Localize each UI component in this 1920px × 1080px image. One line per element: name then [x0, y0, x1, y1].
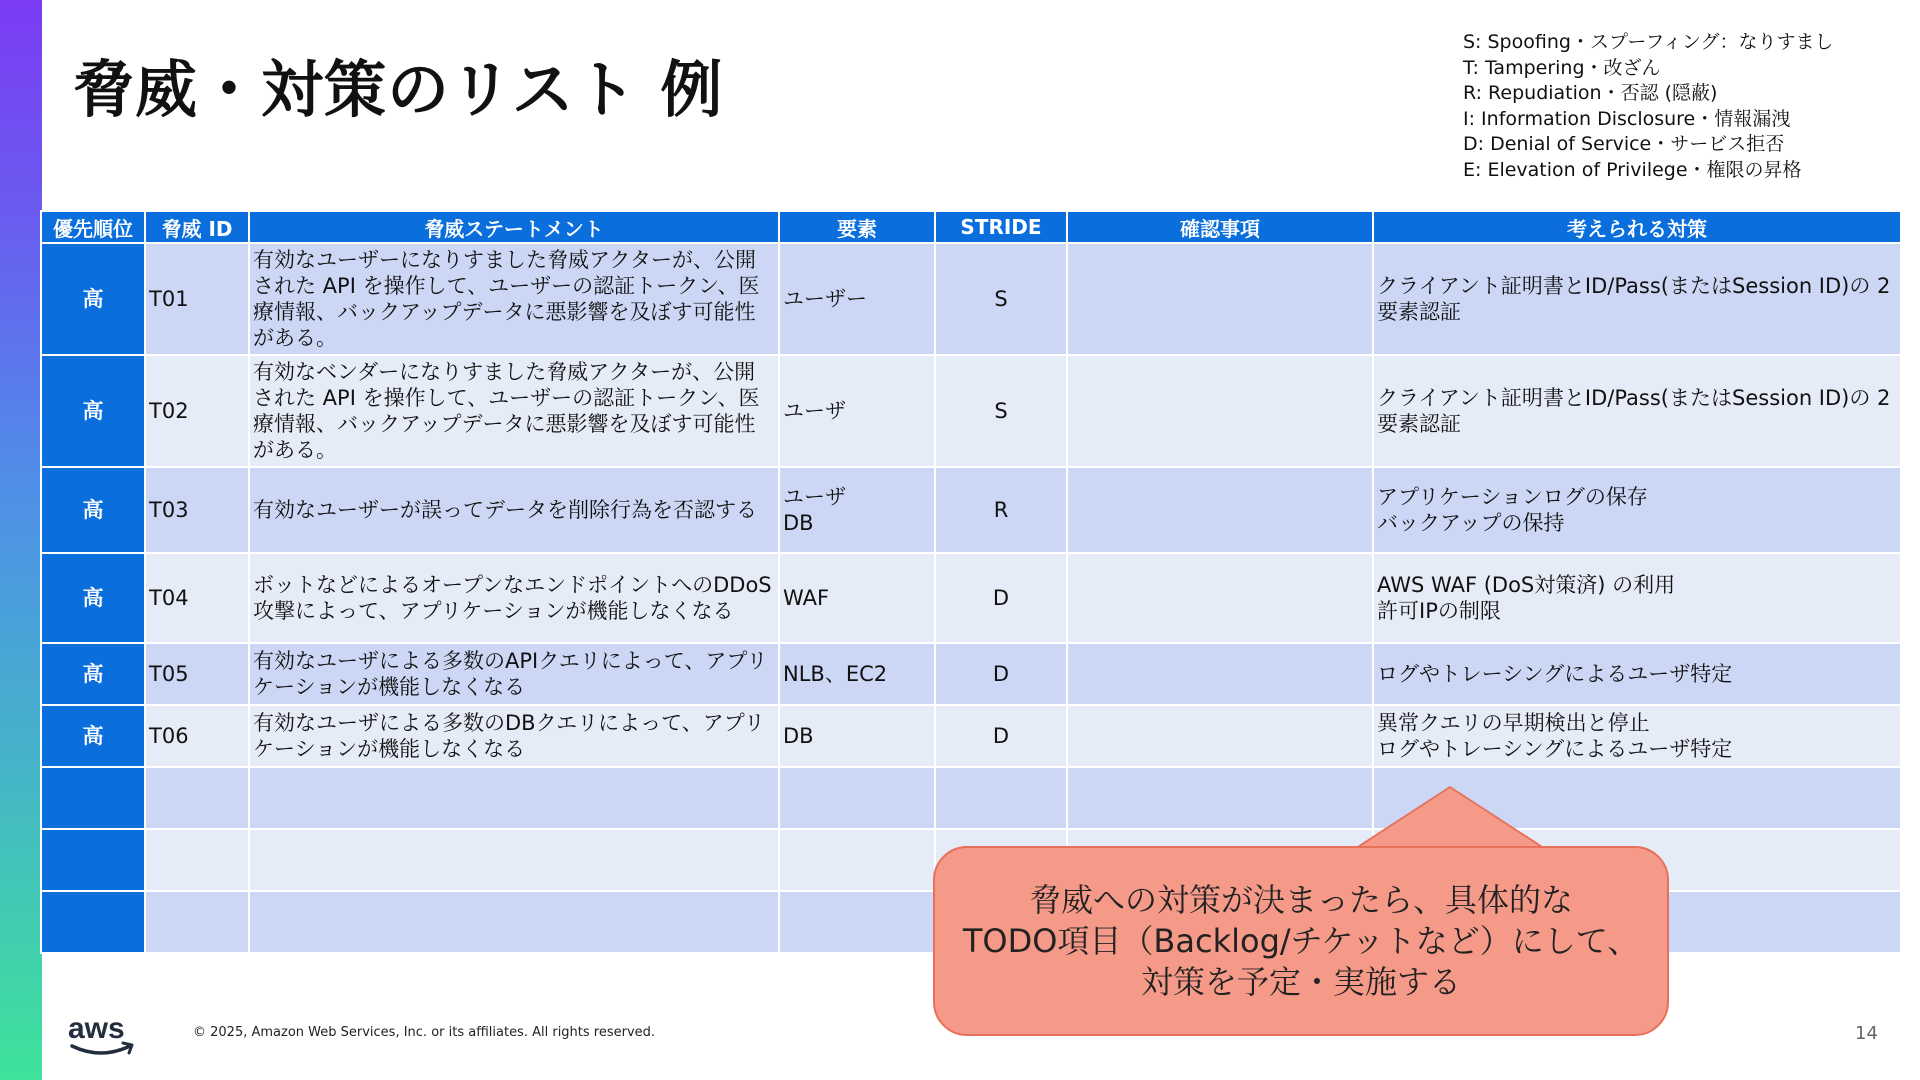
- table-row: [41, 355, 1901, 467]
- countermeasure-cell: ログやトレーシングによるユーザ特定: [1373, 643, 1901, 705]
- left-gradient-bar: [0, 0, 42, 1080]
- table-row: [41, 243, 1901, 355]
- table-header-row: [41, 211, 1901, 243]
- countermeasure-cell: アプリケーションログの保存 バックアップの保持: [1373, 467, 1901, 553]
- page-number: 14: [1855, 1023, 1878, 1044]
- statement-cell: [249, 767, 779, 829]
- statement-cell: ボットなどによるオープンなエンドポイントへのDDoS攻撃によって、アプリケーションが機能しなくなる: [249, 553, 779, 643]
- legend-item: I: Information Disclosure・情報漏洩: [1463, 107, 1791, 130]
- element-cell: [779, 829, 935, 891]
- copyright-text: © 2025, Amazon Web Services, Inc. or its affiliates. All rights reserved.: [193, 1025, 656, 1040]
- aws-logo-text: aws: [68, 1012, 125, 1045]
- countermeasure-cell: AWS WAF (DoS対策済) の利用 許可IPの制限: [1373, 553, 1901, 643]
- threat-id-cell: T05: [145, 643, 249, 705]
- table-row: [41, 553, 1901, 643]
- statement-cell: 有効なユーザによる多数のAPIクエリによって、アプリケーションが機能しなくなる: [249, 643, 779, 705]
- element-cell: NLB、EC2: [779, 643, 935, 705]
- check-cell: [1067, 643, 1373, 705]
- callout-line: 対策を予定・実施する: [1140, 962, 1461, 1001]
- priority-cell: 高: [41, 553, 145, 643]
- element-cell: ユーザ DB: [779, 467, 935, 553]
- table-row: [41, 467, 1901, 553]
- threat-table: [40, 210, 1902, 954]
- stride-legend: [1463, 30, 1834, 183]
- priority-cell: [41, 891, 145, 953]
- check-cell: [1067, 467, 1373, 553]
- element-cell: WAF: [779, 553, 935, 643]
- header-check: 確認事項: [1067, 211, 1373, 243]
- check-cell: [1067, 355, 1373, 467]
- stride-cell: R: [935, 467, 1067, 553]
- stride-cell: D: [935, 553, 1067, 643]
- header-countermeasure: 考えられる対策: [1373, 211, 1901, 243]
- check-cell: [1067, 553, 1373, 643]
- legend-item: D: Denial of Service・サービス拒否: [1463, 133, 1785, 155]
- priority-cell: 高: [41, 705, 145, 767]
- countermeasure-cell: クライアント証明書とID/Pass(またはSession ID)の 2 要素認証: [1373, 355, 1901, 467]
- threat-id-cell: [145, 891, 249, 953]
- aws-logo: [68, 1012, 138, 1062]
- table-row: [41, 705, 1901, 767]
- statement-cell: 有効なユーザによる多数のDBクエリによって、アプリケーションが機能しなくなる: [249, 705, 779, 767]
- threat-id-cell: T06: [145, 705, 249, 767]
- priority-cell: 高: [41, 243, 145, 355]
- statement-cell: [249, 829, 779, 891]
- threat-id-cell: T03: [145, 467, 249, 553]
- header-priority: 優先順位: [41, 211, 145, 243]
- threat-id-cell: T02: [145, 355, 249, 467]
- table-row: [41, 643, 1901, 705]
- priority-cell: 高: [41, 355, 145, 467]
- header-stride: STRIDE: [935, 211, 1067, 243]
- element-cell: DB: [779, 705, 935, 767]
- callout-pointer: [1355, 788, 1545, 850]
- stride-cell: D: [935, 705, 1067, 767]
- check-cell: [1067, 705, 1373, 767]
- legend-item: T: Tampering・改ざん: [1463, 56, 1661, 79]
- element-cell: ユーザ: [779, 355, 935, 467]
- countermeasure-cell: 異常クエリの早期検出と停止 ログやトレーシングによるユーザ特定: [1373, 705, 1901, 767]
- statement-cell: 有効なユーザーが誤ってデータを削除行為を否認する: [249, 467, 779, 553]
- priority-cell: [41, 767, 145, 829]
- statement-cell: [249, 891, 779, 953]
- threat-id-cell: T04: [145, 553, 249, 643]
- page-title: 脅威・対策のリスト 例: [72, 53, 724, 126]
- header-statement: 脅威ステートメント: [249, 211, 779, 243]
- threat-id-cell: [145, 829, 249, 891]
- statement-cell: 有効なベンダーになりすました脅威アクターが、公開された API を操作して、ユーザーの認証トークン、医療情報、バックアップデータに悪影響を及ぼす可能性がある。: [249, 355, 779, 467]
- stride-cell: S: [935, 243, 1067, 355]
- check-cell: [1067, 243, 1373, 355]
- element-cell: [779, 767, 935, 829]
- stride-cell: D: [935, 643, 1067, 705]
- priority-cell: 高: [41, 643, 145, 705]
- callout-line: TODO項目（Backlog/チケットなど）にして、: [962, 921, 1640, 960]
- legend-item: S: Spoofing・スプーフィング：なりすまし: [1463, 31, 1834, 53]
- callout-line: 脅威への対策が決まったら、具体的な: [1028, 880, 1573, 919]
- statement-cell: 有効なユーザーになりすました脅威アクターが、公開された API を操作して、ユーザーの認証トークン、医療情報、バックアップデータに悪影響を及ぼす可能性がある。: [249, 243, 779, 355]
- legend-item: E: Elevation of Privilege・権限の昇格: [1463, 158, 1802, 181]
- header-element: 要素: [779, 211, 935, 243]
- countermeasure-cell: クライアント証明書とID/Pass(またはSession ID)の 2 要素認証: [1373, 243, 1901, 355]
- legend-item: R: Repudiation・否認 (隠蔽): [1463, 82, 1718, 104]
- priority-cell: [41, 829, 145, 891]
- element-cell: ユーザー: [779, 243, 935, 355]
- element-cell: [779, 891, 935, 953]
- stride-cell: S: [935, 355, 1067, 467]
- check-cell: [1067, 767, 1373, 829]
- header-threat-id: 脅威 ID: [145, 211, 249, 243]
- priority-cell: 高: [41, 467, 145, 553]
- threat-id-cell: T01: [145, 243, 249, 355]
- stride-cell: [935, 767, 1067, 829]
- table-row: [41, 767, 1901, 829]
- threat-id-cell: [145, 767, 249, 829]
- todo-callout: [933, 846, 1669, 1036]
